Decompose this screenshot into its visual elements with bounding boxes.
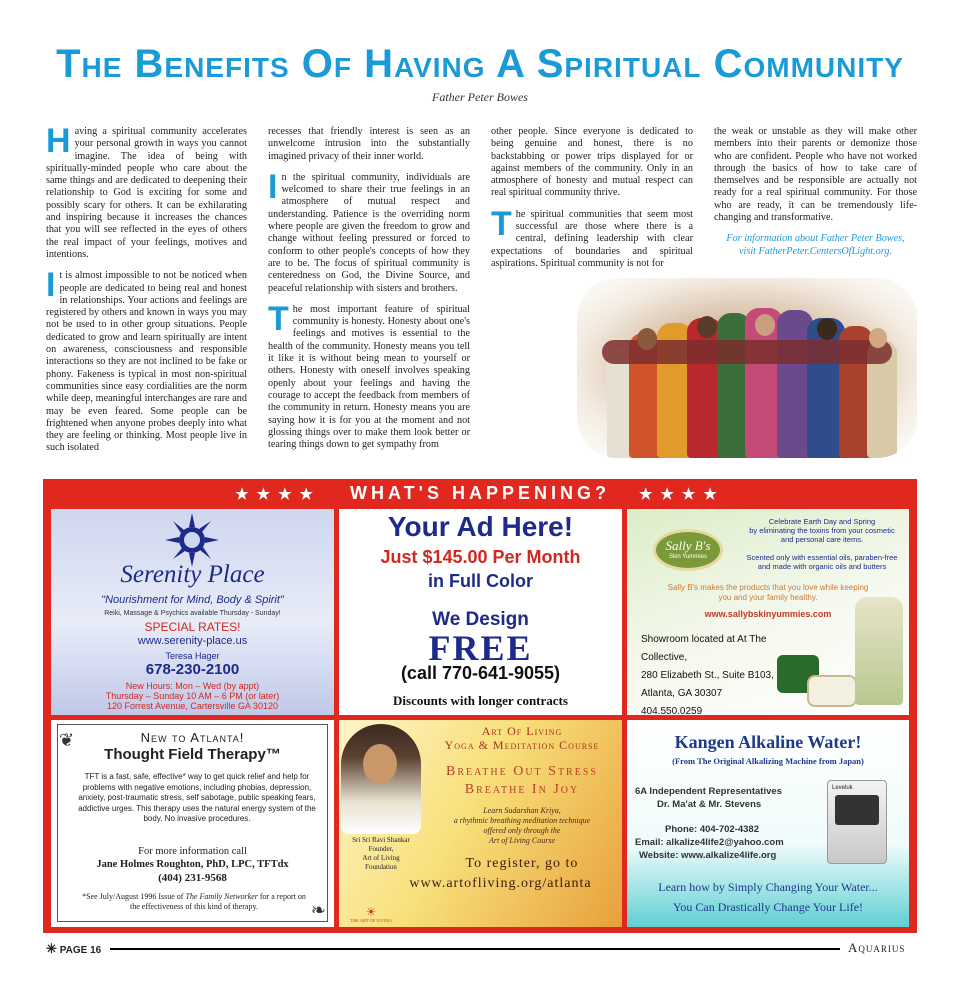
star-icon: ✳	[46, 941, 57, 956]
ad-free: FREE	[428, 628, 533, 668]
article-column-3	[491, 126, 693, 279]
article-column-1	[46, 122, 247, 464]
paragraph: The most important feature of spiritual community is honesty. Honesty about one's feelings and motives is essential to the health of the community. Honesty means you tell it like it is without being mean to yourself or others. Honesty with oneself involves speaking openly about your feelings and having the courage to accept the feedback from members of the community in return. Honesty means you are saying how it is for you at the moment and not glossing things over to make them look better or tearing things down to get sympathy from	[268, 299, 470, 451]
serenity-website[interactable]: www.serenity-place.us	[137, 635, 248, 647]
tft-person: Jane Holmes Roughton, PhD, LPC, TFTdx	[96, 859, 289, 870]
ad-thought-field-therapy[interactable]	[51, 720, 334, 927]
kangen-rep-2: Dr. Ma'at & Mr. Stevens	[657, 799, 762, 810]
article-title: The Benefits Of Having A Spiritual Community	[56, 42, 904, 86]
serenity-contact: Teresa Hager	[165, 651, 220, 661]
sally-website[interactable]: www.sallybskinyummies.com	[704, 609, 832, 619]
ad-color: in Full Color	[428, 571, 533, 591]
article-byline: Father Peter Bowes	[432, 90, 528, 104]
publication-name: Aquarius	[848, 940, 906, 955]
drop-cap: I	[46, 266, 56, 305]
paragraph: It is almost impossible to not be noticed when people are dedicated to being real and honest in relationships. Your actions and feelings are registered by others and known in ways you may not be used to in other group situations. People dedicated to grow and learn spiritually are intent on awareness, consciousness and responsible interactions so they are not inclined to be fake or phony. Fakeness is typical in most non-spiritual communities since easy cordialities are the norm while deep, meaningful interchanges are rare and may be even feared. Some people can be frightened when anyone probes deeply into what they are feeling or thinking. Most people live in such isolated	[46, 266, 247, 454]
aol-title-2: Yoga & Meditation Course	[444, 738, 600, 752]
serenity-address: 120 Forrest Avenue, Cartersville GA 30120	[107, 701, 278, 711]
ad-headline: Your Ad Here!	[387, 511, 574, 542]
aol-website[interactable]: www.artofliving.org/atlanta	[409, 876, 592, 891]
tft-footnote: *See July/August 1996 Issue of The Family Networker for a report on the effectiveness of this kind of therapy.	[82, 892, 306, 911]
ad-serenity-place[interactable]	[51, 509, 334, 715]
ad-discount: Discounts with longer contracts	[393, 693, 568, 708]
serenity-hours-1: New Hours: Mon – Wed (by appt)	[125, 681, 260, 691]
aol-learn: Learn Sudarshan Kriya, a rhythmic breathing meditation technique offered only through the Art of Living Course	[453, 806, 591, 845]
vine-ornament-icon: ❧	[310, 900, 326, 920]
drop-cap: I	[268, 167, 278, 206]
paragraph: In the spiritual community, individuals are welcomed to share their true feelings in an atmosphere of mutual respect and understanding. Patience is the overriding norm where people are given the freedom to grow and change without feeling pressured or forced to conform to other people's concepts of how they are to be. The focus of spiritual community is centeredness on God, the Divine Source, and peaceful relationship with sisters and brothers.	[268, 167, 470, 294]
ad-design: We Design	[432, 609, 529, 630]
whats-happening-header	[43, 483, 917, 504]
serenity-hours-2: Thursday – Sunday 10 AM – 6 PM (or later)	[105, 691, 280, 701]
article-column-2	[268, 126, 470, 460]
vine-ornament-icon: ❦	[59, 730, 75, 750]
article-column-4	[714, 126, 917, 258]
ad-kangen-water[interactable]	[627, 720, 909, 927]
community-photo	[577, 278, 917, 458]
kangen-title: Kangen Alkaline Water!	[674, 732, 862, 752]
ad-sally-bs[interactable]	[627, 509, 909, 715]
tft-new: New to Atlanta!	[140, 730, 245, 745]
sally-scented: Scented only with essential oils, paraben-free and made with organic oils and butters	[746, 553, 898, 571]
kangen-website[interactable]: Website: www.alkalize4life.org	[639, 850, 777, 861]
kangen-rep-1: 6A Independent Representatives	[635, 786, 782, 797]
tft-more-info: For more information call	[138, 846, 247, 857]
water-machine-icon: Leveluk	[827, 780, 887, 864]
footer-rule	[110, 948, 840, 950]
product-jar-icon	[807, 675, 857, 707]
serenity-name: Serenity Place	[120, 561, 265, 588]
serenity-services: Reiki, Massage & Psychics available Thursday - Sunday!	[104, 610, 281, 617]
page-number: ✳ PAGE 16	[46, 941, 102, 956]
kangen-email[interactable]: Email: alkalize4life2@yahoo.com	[635, 837, 784, 848]
sally-description: Sally B's makes the products that you love while keeping you and your family healthy.	[667, 583, 869, 602]
guru-caption: Sri Sri Ravi Shankar Founder, Art of Living Foundation	[352, 836, 410, 871]
sally-celebrate: Celebrate Earth Day and Spring by eliminating the toxins from your cosmetic and personal care items.	[749, 517, 895, 544]
ad-art-of-living[interactable]	[339, 720, 622, 927]
paragraph: recesses that friendly interest is seen as an unwelcome intrusion into the substantially imagined privacy of their inner world.	[268, 126, 470, 162]
whats-happening-section	[43, 479, 917, 933]
tft-body: TFT is a fast, safe, effective* way to get quick relief and help for problems with negative emotions, including phobias, depression, anxiety, post-traumatic stress, self sabotage, public speaking fears, addictive urges. This therapy uses the natural energy system of the body. No invasive procedures.	[78, 772, 316, 823]
paragraph: Having a spiritual community accelerates your personal growth in ways you cannot imagine. The idea of being with spiritually-minded people who care about the same things and are dedicated to deepening their relationship to God is exciting for some and possibly scary for others. It can be exhilarating and inspiring because it increases the chances that you will see reflected in the eyes of others the real impact of your feelings, motives and intentions.	[46, 122, 247, 260]
drop-cap: T	[491, 204, 512, 243]
author-info: For information about Father Peter Bowes, visit FatherPeter.CentersOfLight.org.	[714, 233, 917, 258]
aol-register: To register, go to	[465, 856, 579, 871]
sally-logo: Sally B's Skin Yummies	[653, 529, 723, 571]
drop-cap: T	[268, 299, 289, 338]
art-of-living-logo-icon: ☀ THE ART OF LIVING	[350, 905, 392, 923]
ad-call: (call 770-641-9055)	[400, 663, 561, 683]
sun-logo-icon	[165, 513, 219, 567]
serenity-tagline: "Nourishment for Mind, Body & Spirit"	[101, 594, 284, 606]
kangen-learn-2: You Can Drastically Change Your Life!	[672, 900, 864, 914]
kangen-learn-1: Learn how by Simply Changing Your Water...	[658, 880, 878, 894]
paragraph: The spiritual communities that seem most successful are those where there is a central, defining leadership with clear expectations of boundaries and spiritual aspirations. Spiritual community is not for	[491, 204, 693, 269]
stars-right: ★★★★	[638, 486, 725, 503]
serenity-special: SPECIAL RATES!	[144, 620, 241, 634]
aol-breathe-2: Breathe In Joy	[464, 782, 580, 797]
tft-phone: (404) 231-9568	[158, 872, 227, 884]
kangen-phone: Phone: 404-702-4382	[665, 824, 759, 835]
ad-your-ad-here[interactable]	[339, 509, 622, 715]
aol-title-1: Art Of Living	[481, 724, 563, 738]
kangen-subtitle: (From The Original Alkalizing Machine from Japan)	[672, 756, 864, 766]
stars-left: ★★★★	[235, 486, 321, 503]
gift-basket-icon	[855, 597, 903, 705]
drop-cap: H	[46, 122, 71, 160]
paragraph: the weak or unstable as they will make other members into their parents or demonize those who are confident. People who have not worked through the basics of how to take care of themselves and be responsible are actually not ready for a real spiritual community. For those who are ready, it can be tremendously life-changing and transformative.	[714, 126, 917, 224]
author-link[interactable]: visit FatherPeter.CentersOfLight.org.	[739, 245, 892, 257]
paragraph: other people. Since everyone is dedicated to being genuine and honest, there is no backstabbing or power trips displayed for or against members of the community. Only in an atmosphere of honesty and mutual respect can real spiritual community thrive.	[491, 126, 693, 199]
ad-price: Just $145.00 Per Month	[380, 547, 581, 567]
tft-title: Thought Field Therapy™	[104, 746, 281, 763]
whats-happening-title: WHAT'S HAPPENING?	[350, 483, 610, 503]
sally-showroom: Showroom located at At The Collective, 280 Elizabeth St., Suite B103, Atlanta, GA 30307 404.550.0259	[641, 634, 774, 715]
guru-face	[363, 744, 397, 784]
aol-breathe-1: Breathe Out Stress	[446, 764, 598, 779]
serenity-phone: 678-230-2100	[145, 661, 240, 678]
